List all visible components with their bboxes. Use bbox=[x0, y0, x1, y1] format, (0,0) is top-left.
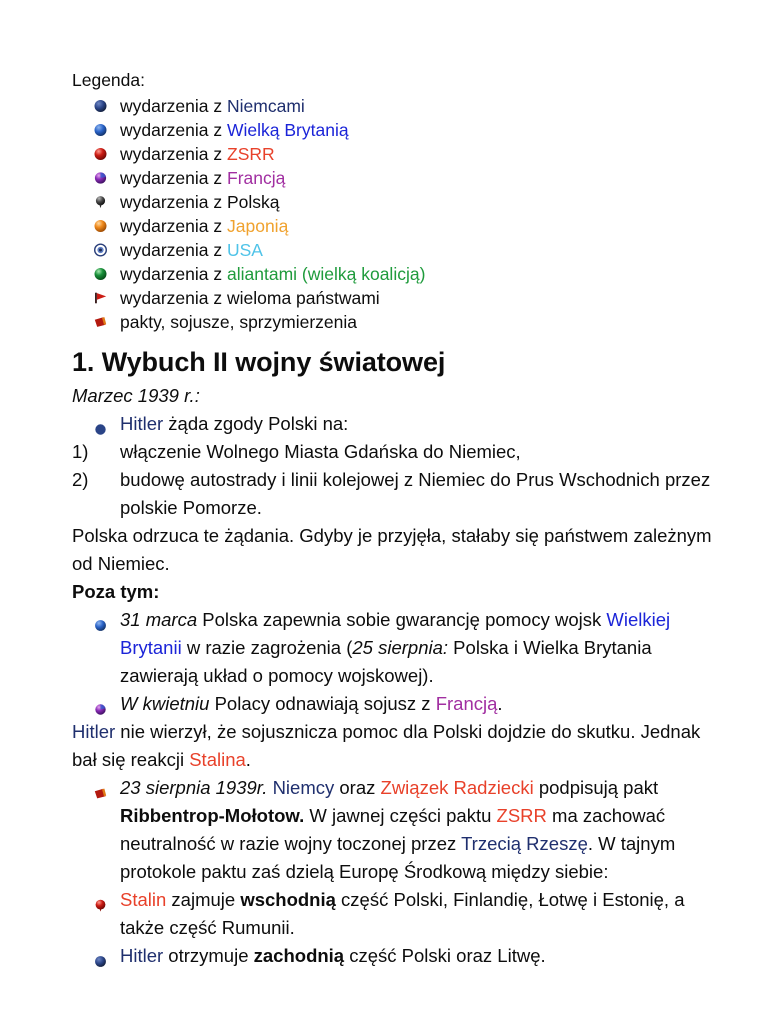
legend-item-entity: aliantami (wielką koalicją) bbox=[227, 264, 426, 284]
list-item bbox=[72, 438, 712, 466]
list-item bbox=[72, 286, 712, 310]
legend-item-entity: Wielką Brytanią bbox=[227, 120, 349, 140]
legend-item-entity: USA bbox=[227, 240, 263, 260]
entity-soviet-union: Związek Radziecki bbox=[380, 777, 534, 798]
list-item bbox=[72, 310, 712, 334]
bullet-text-5: ma zachować neutralność w razie wojny toczonej przez bbox=[120, 805, 666, 854]
legend-item-entity: Japonią bbox=[227, 216, 289, 236]
entity-france: Francją bbox=[435, 693, 498, 714]
entity-third-reich: Trzecią Rzeszę bbox=[461, 833, 588, 854]
list-item bbox=[72, 262, 712, 286]
legend-item-label: wydarzenia z bbox=[120, 96, 227, 116]
sphere-bullet-purple-icon bbox=[94, 172, 107, 185]
date-emphasis: W kwietniu bbox=[120, 693, 210, 714]
entity-hitler: Hitler bbox=[120, 945, 164, 966]
document-content bbox=[72, 68, 712, 970]
bullet-text-1: otrzymuje bbox=[163, 945, 254, 966]
legend-item-label: pakty, sojusze, sprzymierzenia bbox=[120, 312, 357, 332]
bullet-text-2: . bbox=[497, 693, 503, 714]
item-text: budowę autostrady i linii kolejowej z Niemiec do Prus Wschodnich przez polskie Pomorze. bbox=[120, 469, 711, 518]
list-item bbox=[72, 466, 712, 522]
demands-list bbox=[72, 410, 712, 438]
bullet-text-1: zajmuje bbox=[166, 889, 241, 910]
legend-item-label: wydarzenia z bbox=[120, 192, 227, 212]
list-item bbox=[72, 606, 712, 690]
legend-item-label: wydarzenia z bbox=[120, 216, 227, 236]
bullet-text-2: w razie zagrożenia ( bbox=[181, 637, 353, 658]
legend-item-label: wydarzenia z bbox=[120, 168, 227, 188]
legend-item-entity: Polską bbox=[227, 192, 280, 212]
paragraph-text-2: . bbox=[245, 749, 251, 770]
list-item bbox=[72, 690, 712, 718]
entity-germany: Niemcy bbox=[272, 777, 335, 798]
date-line: Marzec 1939 r.: bbox=[72, 385, 200, 406]
entity-stalin: Stalina bbox=[189, 749, 246, 770]
list-item bbox=[72, 942, 712, 970]
sphere-bullet-purple-icon bbox=[94, 703, 107, 716]
item-number: 1) bbox=[72, 441, 89, 462]
banner-bullet-red-icon bbox=[94, 787, 107, 800]
emphasis-east: wschodnią bbox=[240, 889, 336, 910]
sphere-bullet-navy-icon bbox=[94, 100, 107, 113]
sphere-bullet-red-icon bbox=[94, 899, 107, 912]
legend-item-label: wydarzenia z bbox=[120, 264, 227, 284]
list-item bbox=[72, 774, 712, 886]
target-bullet-icon bbox=[94, 244, 107, 257]
legend-item-entity: Niemcami bbox=[227, 96, 305, 116]
sphere-bullet-navy-icon bbox=[94, 423, 107, 436]
list-item bbox=[72, 118, 712, 142]
bullet-text-1: Polska zapewnia sobie gwarancję pomocy wojsk bbox=[197, 609, 607, 630]
list-item bbox=[72, 190, 712, 214]
legend-item-label: wydarzenia z bbox=[120, 120, 227, 140]
legend-item-entity: Francją bbox=[227, 168, 286, 188]
bullet-text-3: podpisują pakt bbox=[533, 777, 659, 798]
list-item bbox=[72, 410, 712, 438]
date-emphasis-2: 25 sierpnia: bbox=[352, 637, 449, 658]
item-text: włączenie Wolnego Miasta Gdańska do Niemiec, bbox=[120, 441, 521, 462]
entity-stalin: Stalin bbox=[120, 889, 167, 910]
entity-hitler: Hitler bbox=[120, 413, 164, 434]
list-item bbox=[72, 94, 712, 118]
sphere-bullet-blue-icon bbox=[94, 124, 107, 137]
flag-bullet-red-icon bbox=[94, 292, 107, 305]
legend-item-label: wydarzenia z bbox=[120, 144, 227, 164]
legend-item-entity: ZSRR bbox=[227, 144, 275, 164]
pact-list bbox=[72, 774, 712, 970]
list-item bbox=[72, 886, 712, 942]
entity-britain: Wielkiej Brytanii bbox=[120, 609, 671, 658]
bullet-text-6: . W tajnym protokole paktu zaś dzielą Europę Środkową między siebie: bbox=[120, 833, 676, 882]
sphere-bullet-blue-icon bbox=[94, 619, 107, 632]
list-item bbox=[72, 214, 712, 238]
page-title: 1. Wybuch II wojny światowej bbox=[72, 347, 446, 377]
bullet-text-2: część Polski, Finlandię, Łotwę i Estonię, a także część Rumunii. bbox=[120, 889, 685, 938]
entity-hitler: Hitler bbox=[72, 721, 116, 742]
paragraph-text-1: nie wierzył, że sojusznicza pomoc dla Polski dojdzie do skutku. Jednak bał się reakcji bbox=[72, 721, 701, 770]
sphere-bullet-green-icon bbox=[94, 268, 107, 281]
bullet-text-2: oraz bbox=[334, 777, 381, 798]
sphere-bullet-orange-icon bbox=[94, 220, 107, 233]
demands-numbered-list bbox=[72, 438, 712, 522]
bullet-text-3: Polska i Wielka Brytania zawierają układ o pomocy wojskowej). bbox=[120, 637, 652, 686]
list-item bbox=[72, 166, 712, 190]
pin-bullet-black-icon bbox=[94, 196, 107, 209]
bullet-text-1: Polacy odnawiają sojusz z bbox=[209, 693, 436, 714]
besides-label: Poza tym: bbox=[72, 581, 160, 602]
list-item bbox=[72, 142, 712, 166]
legend-list bbox=[72, 94, 712, 334]
legend-item-label: wydarzenia z wieloma państwami bbox=[120, 288, 380, 308]
sphere-bullet-navy-icon bbox=[94, 955, 107, 968]
entity-ussr: ZSRR bbox=[496, 805, 547, 826]
date-emphasis: 23 sierpnia 1939r. bbox=[120, 777, 268, 798]
emphasis-west: zachodnią bbox=[253, 945, 345, 966]
rejection-paragraph: Polska odrzuca te żądania. Gdyby je przyjęła, stałaby się państwem zależnym od Niemiec. bbox=[72, 525, 712, 574]
bullet-text-4: W jawnej części paktu bbox=[304, 805, 497, 826]
list-item bbox=[72, 238, 712, 262]
date-emphasis: 31 marca bbox=[120, 609, 198, 630]
banner-bullet-red-icon bbox=[94, 316, 107, 329]
demand-lead-text: żąda zgody Polski na: bbox=[163, 413, 349, 434]
bullet-text-2: część Polski oraz Litwę. bbox=[344, 945, 546, 966]
sphere-bullet-red-icon bbox=[94, 148, 107, 161]
disbelief-paragraph bbox=[72, 718, 712, 774]
legend-item-label: wydarzenia z bbox=[120, 240, 227, 260]
item-number: 2) bbox=[72, 469, 89, 490]
legend-title: Legenda: bbox=[72, 70, 145, 90]
alliances-list bbox=[72, 606, 712, 718]
pact-name: Ribbentrop-Mołotow. bbox=[120, 805, 305, 826]
